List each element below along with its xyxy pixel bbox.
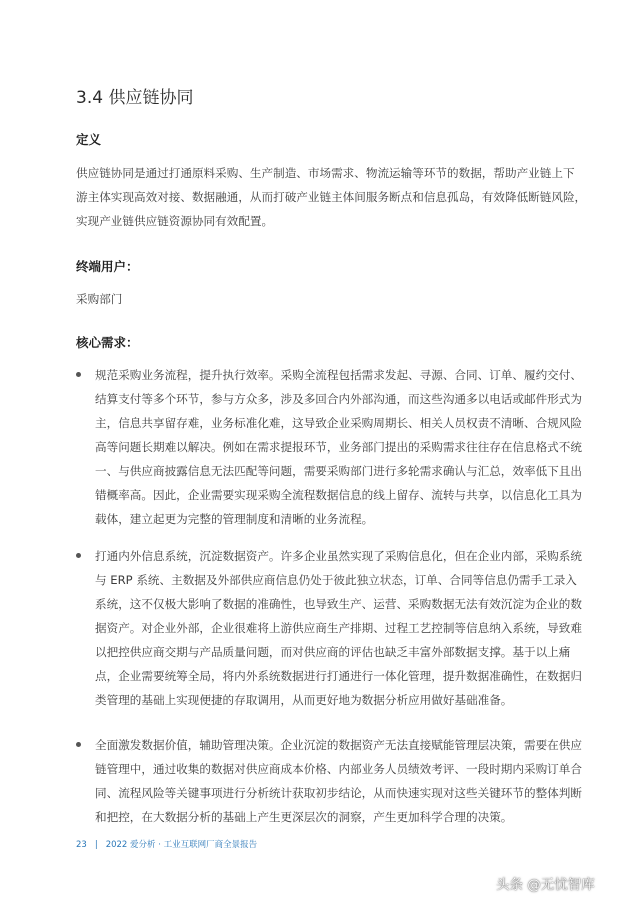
- bullet-line: 打通内外信息系统，沉淀数据资产。许多企业虽然实现了采购信息化，但在企业内部，采购系统: [95, 549, 582, 563]
- bullet-line: 主，信息共享留存难，业务标准化难，这导致企业采购周期长、相关人员权责不清晰、合规风险: [95, 416, 582, 430]
- bullet-line: 据资产。对企业外部，企业很难将上游供应商生产排期、过程工艺控制等信息纳入系统，导致难: [95, 621, 582, 635]
- core-needs-label: 核心需求：: [76, 335, 139, 350]
- bullet-text: [95, 733, 582, 829]
- bullet-line: 全面激发数据价值，辅助管理决策。企业沉淀的数据资产无法直接赋能管理层决策，需要在供应: [95, 738, 582, 752]
- page-number: 23: [76, 840, 87, 850]
- definition-line: 游主体实现高效对接、数据融通，从而打破产业链主体间服务断点和信息孤岛，有效降低断链风险，: [76, 190, 587, 204]
- bullet-line: 类管理的基础上实现便捷的存取调用，从而更好地为数据分析应用做好基础准备。: [95, 693, 513, 707]
- end-users-paragraph: [76, 287, 122, 311]
- bullet-text: [95, 363, 582, 531]
- watermark: 头条 @无忧智库: [496, 877, 595, 893]
- bullet-line: 载体，建立起更为完整的管理制度和清晰的业务流程。: [95, 512, 374, 526]
- bullet-line: 高等问题长期难以解决。例如在需求提报环节，业务部门提出的采购需求往往存在信息格式不统: [95, 440, 582, 454]
- bullet-line: 链管理中，通过收集的数据对供应商成本价格、内部业务人员绩效考评、一段时期内采购订单合: [95, 762, 582, 776]
- end-users-label: 终端用户：: [76, 259, 139, 274]
- bullet-dot-icon: [76, 742, 81, 747]
- bullet-text: [95, 544, 582, 712]
- definition-label: 定义: [76, 132, 102, 147]
- definition-line: 供应链协同是通过打通原料采购、生产制造、市场需求、物流运输等环节的数据，帮助产业链上下: [76, 166, 575, 180]
- report-title: 2022 爱分析 · 工业互联网厂商全景报告: [105, 840, 258, 850]
- bullet-line: 结算支付等多个环节，参与方众多，涉及多回合内外部沟通，而这些沟通多以电话或邮件形式为: [95, 392, 582, 406]
- bullet-line: 系统，这不仅极大影响了数据的准确性，也导致生产、运营、采购数据无法有效沉淀为企业的数: [95, 597, 582, 611]
- end-users-value: 采购部门: [76, 292, 123, 306]
- definition-paragraph: [76, 161, 586, 233]
- footer-separator: |: [94, 840, 98, 850]
- bullet-dot-icon: [76, 372, 81, 377]
- bullet-line: 以把控供应商交期与产品质量问题，而对供应商的评估也缺乏丰富外部数据支撑。基于以上痛: [95, 645, 571, 659]
- section-title: 3.4 供应链协同: [76, 88, 194, 108]
- bullet-line: 和把控，在大数据分析的基础上产生更深层次的洞察，产生更加科学合理的决策。: [95, 810, 513, 824]
- bullet-line: 错概率高。因此，企业需要实现采购全流程数据信息的线上留存、流转与共享，以信息化工具为: [95, 488, 582, 502]
- page-footer: [76, 838, 257, 850]
- bullet-line: 同、流程风险等关键事项进行分析统计获取初步结论，从而快速实现对这些关键环节的整体判断: [95, 786, 582, 800]
- bullet-line: 与 ERP 系统、主数据及外部供应商信息仍处于彼此独立状态，订单、合同等信息仍需手工录入: [95, 573, 577, 587]
- bullet-dot-icon: [76, 553, 81, 558]
- definition-line: 实现产业链供应链资源协同有效配置。: [76, 214, 274, 228]
- bullet-line: 一、与供应商披露信息无法匹配等问题，需要采购部门进行多轮需求确认与汇总，效率低下且出: [95, 464, 582, 478]
- bullet-line: 点，企业需要统筹全局，将内外系统数据进行打通进行一体化管理，提升数据准确性，在数据归: [95, 669, 582, 683]
- bullet-line: 规范采购业务流程，提升执行效率。采购全流程包括需求发起、寻源、合同、订单、履约交付、: [95, 368, 582, 382]
